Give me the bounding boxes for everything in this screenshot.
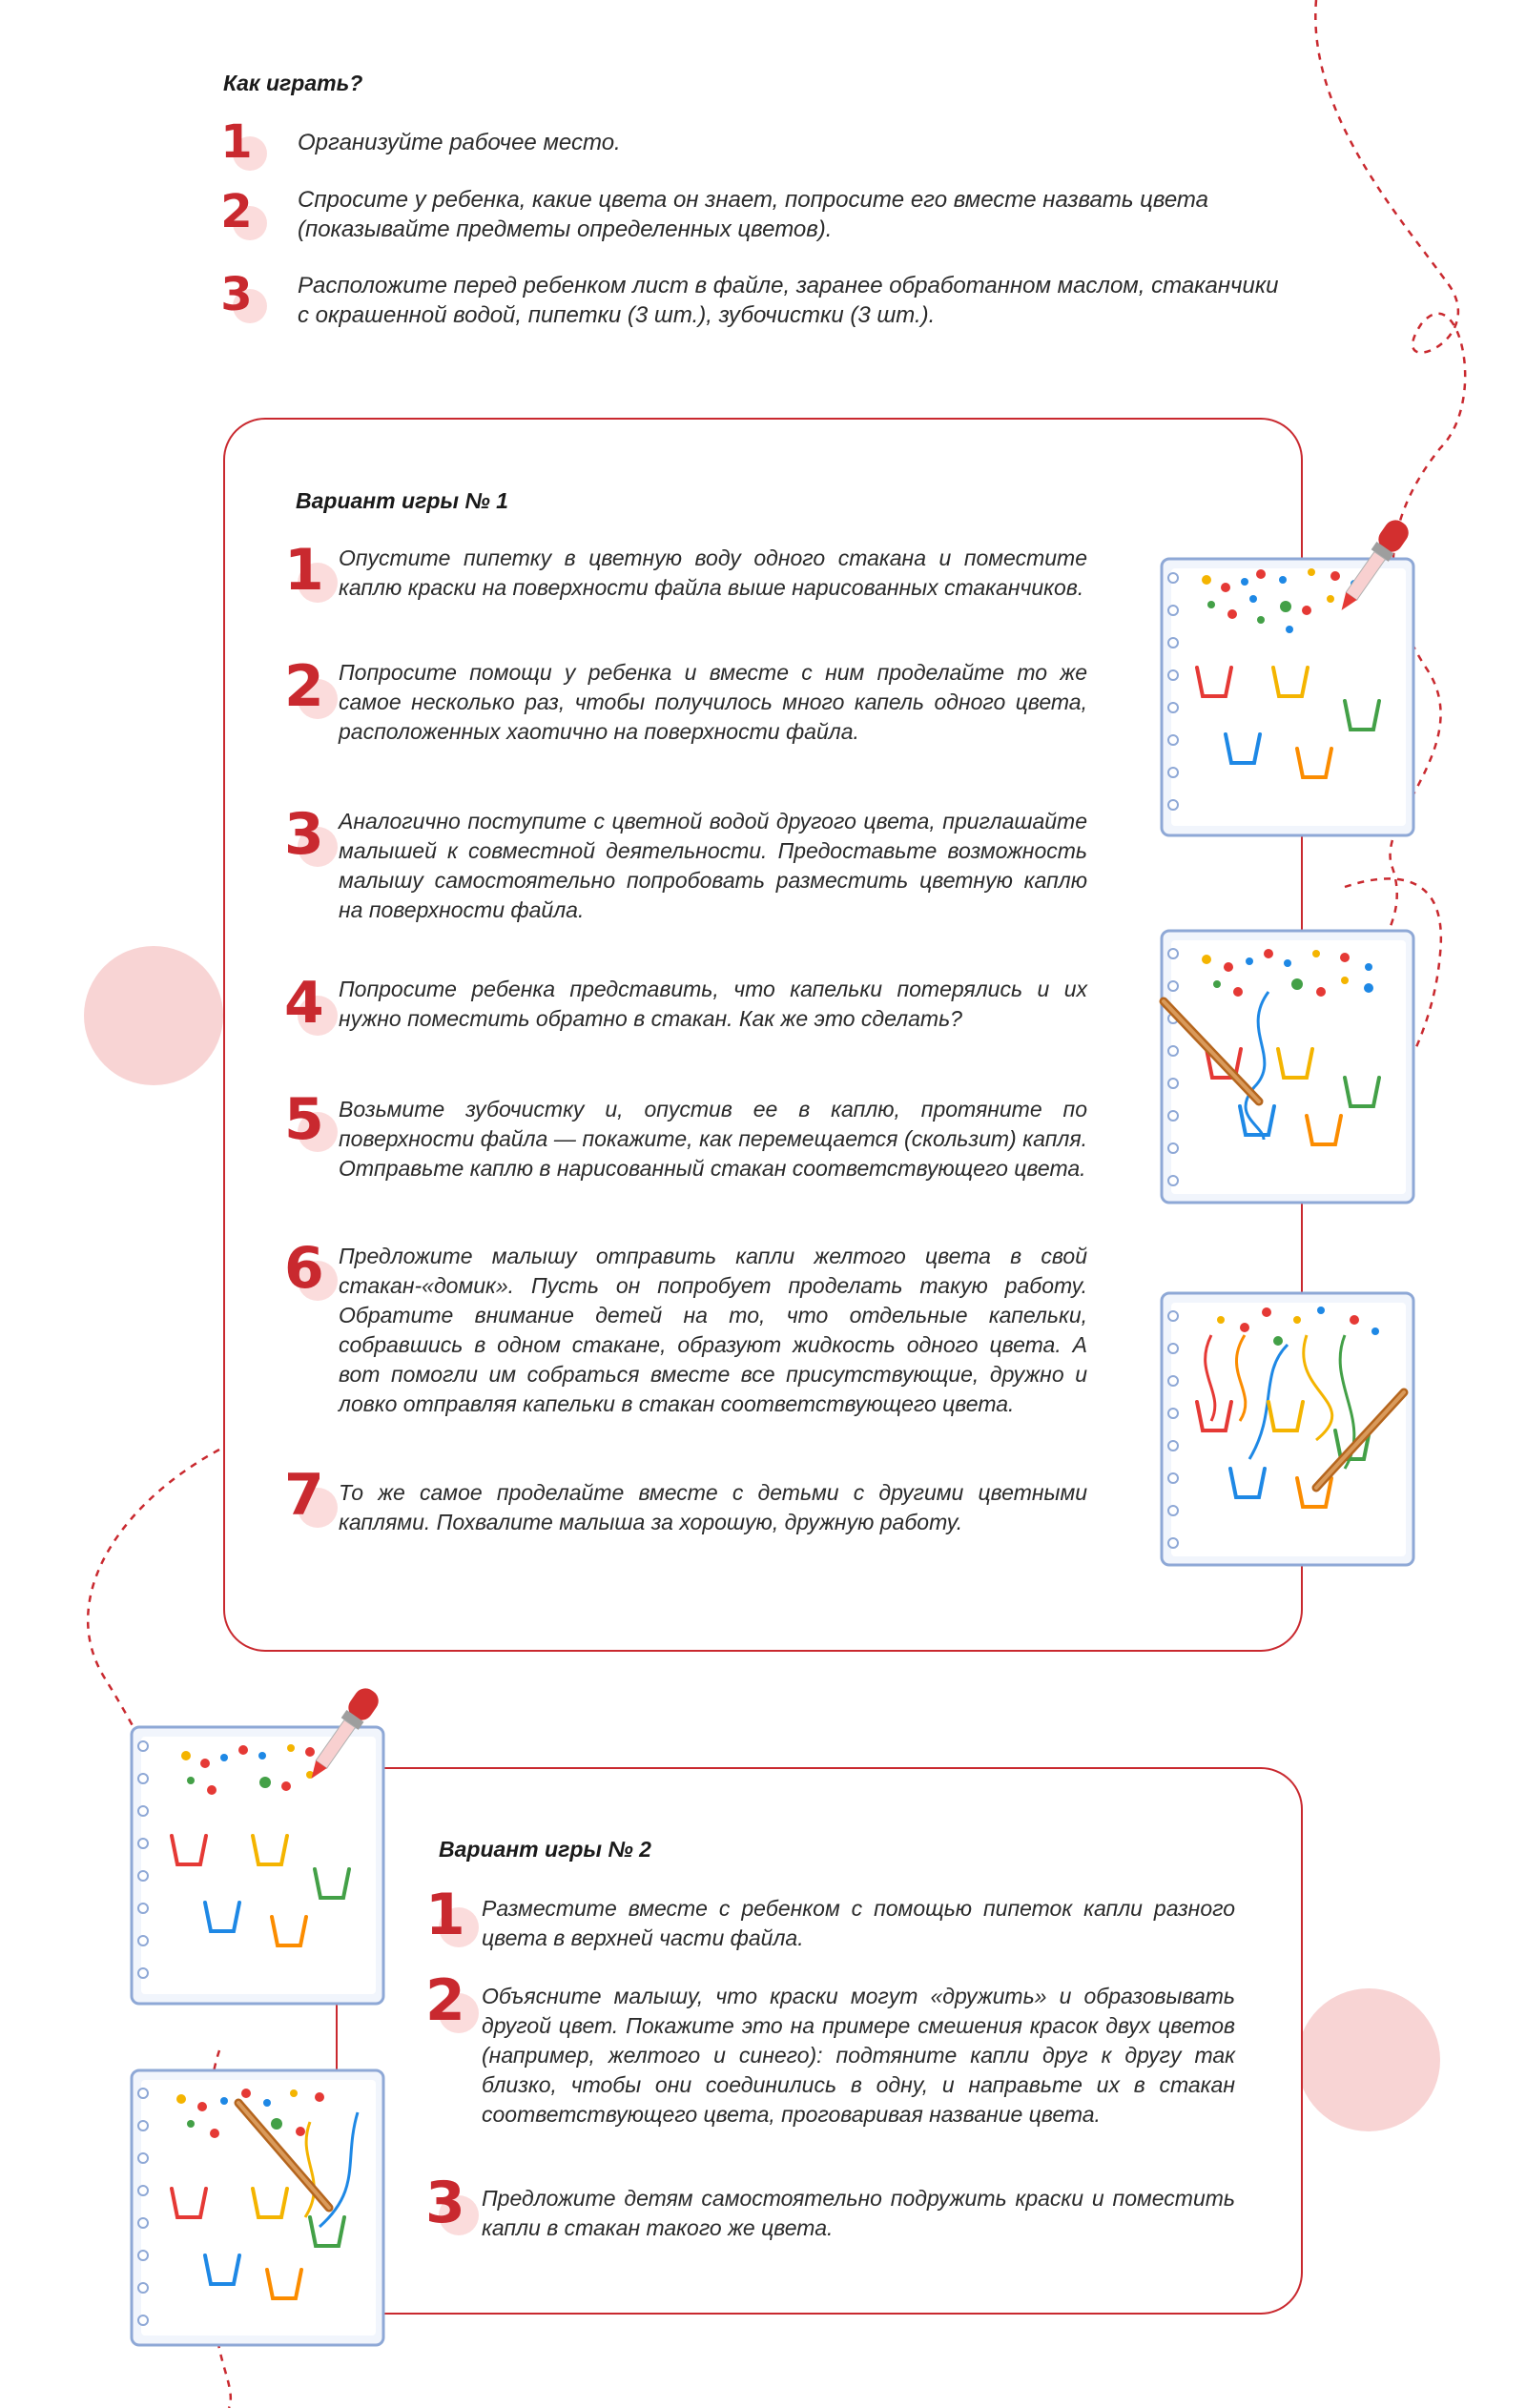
variant1-step-number: 4	[284, 975, 322, 1032]
variant1-step-text: Попросите ребенка представить, что капельки потерялись и их нужно поместить обратно в стакан. Как же это сделать?	[339, 977, 1087, 1031]
file-with-toothpick-icon	[1154, 925, 1421, 1206]
file-with-toothpick-icon	[124, 2065, 391, 2351]
variant2-step-text: Объясните малышу, что краски могут «дружить» и образовывать другой цвет. Покажите это на примере смешения красок двух цветов (например, желтого и синего): подтяните капли друг к другу так близко, чтобы они соединились в одну, и направьте их в стакан соответствующего цвета, проговаривая название цвета.	[482, 1984, 1235, 2127]
intro-step-text: Расположите перед ребенком лист в файле, заранее обработанном маслом, стаканчики с окрашенной водой, пипетки (3 шт.), зубочистки (3 шт.).	[298, 273, 1279, 328]
variant1-step-text: Возьмите зубочистку и, опустив ее в каплю, протяните по поверхности файла — покажите, как перемещается (скользит) капля. Отправьте каплю в нарисованный стакан соответствующего цвета.	[339, 1097, 1087, 1181]
variant1-step-number: 7	[284, 1467, 322, 1524]
intro-step-text: Организуйте рабочее место.	[298, 130, 621, 155]
file-with-pipette-icon	[124, 1683, 391, 2007]
file-with-paths-icon	[1154, 1287, 1421, 1569]
variant2-step-number: 3	[425, 2174, 464, 2232]
variant1-card	[223, 418, 1303, 1652]
variant1-step-text: Предложите малышу отправить капли желтого цвета в свой стакан-«домик». Пусть он попробует проделать такую работу. Обратите внимание детей на то, что отдельные капельки, собравшись в одном стакане, образуют жидкость одного цвета. А вот помогли им собраться вместе все присутствующие, дружно и ловко отправляя капельки в стакан соответствующего цвета.	[339, 1244, 1087, 1416]
variant1-step-number: 5	[284, 1091, 322, 1148]
variant2-step-text: Разместите вместе с ребенком с помощью пипеток капли разного цвета в верхней части файла.	[482, 1896, 1235, 1950]
decorative-circle-left	[84, 946, 223, 1085]
variant2-title: Вариант игры № 2	[439, 1837, 651, 1862]
intro-title: Как играть?	[223, 71, 363, 95]
intro-step-number: 1	[217, 119, 256, 167]
variant1-step-text: Аналогично поступите с цветной водой другого цвета, приглашайте малышей к совместной деятельности. Предоставьте возможность малышу самостоятельно попробовать разместить цветную каплю на поверхности файла.	[339, 809, 1087, 922]
variant1-step-number: 3	[284, 806, 322, 863]
variant2-step-text: Предложите детям самостоятельно подружить краски и поместить капли в стакан такого же цвета.	[482, 2186, 1235, 2240]
variant1-title: Вариант игры № 1	[296, 488, 508, 513]
variant1-step-text: Попросите помощи у ребенка и вместе с ним проделайте то же самое несколько раз, чтобы получилось много капель одного цвета, расположенных хаотично на поверхности файла.	[339, 660, 1087, 744]
variant2-step-number: 2	[425, 1972, 464, 2029]
file-with-pipette-icon	[1154, 515, 1421, 839]
variant2-step-number: 1	[425, 1886, 464, 1944]
variant1-step-number: 1	[284, 542, 322, 599]
variant1-step-text: Опустите пипетку в цветную воду одного стакана и поместите каплю краски на поверхности файла выше нарисованных стаканчиков.	[339, 545, 1087, 600]
intro-step-number: 2	[217, 189, 256, 237]
variant1-step-number: 2	[284, 658, 322, 715]
decorative-circle-right	[1297, 1988, 1440, 2131]
intro-step-text: Спросите у ребенка, какие цвета он знает, попросите его вместе назвать цвета (показывайте предметы определенных цветов).	[298, 187, 1208, 242]
variant1-step-text: То же самое проделайте вместе с детьми с другими цветными каплями. Похвалите малыша за хорошую, дружную работу.	[339, 1480, 1087, 1534]
intro-step-number: 3	[217, 272, 256, 319]
variant1-step-number: 6	[284, 1240, 322, 1297]
